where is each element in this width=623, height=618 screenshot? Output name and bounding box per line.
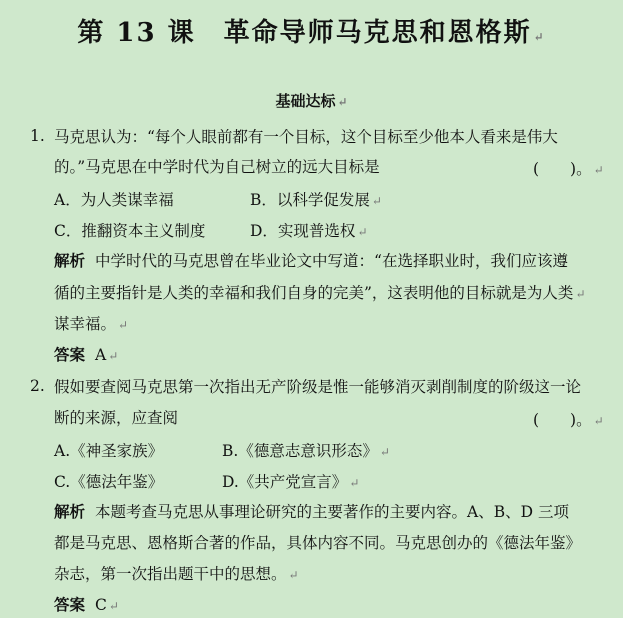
answer-parenthesis: ( )。 ↵ [533, 160, 604, 178]
option-d: D．实现普选权 ↵ [250, 222, 368, 240]
analysis-line: 循的主要指针是人类的幸福和我们自身的完美”，这表明他的目标就是为人类 ↵ [54, 284, 586, 302]
option-c: C.《德法年鉴》 [54, 473, 164, 491]
answer-label: 答案 [54, 345, 86, 364]
question-stem-line: 断的来源，应查阅 [54, 409, 179, 427]
analysis-label: 解析 [54, 502, 86, 521]
option-a: A．为人类谋幸福 [54, 191, 174, 209]
option-b: B．以科学促发展 ↵ [250, 191, 382, 209]
option-a: A.《神圣家族》 [54, 442, 164, 460]
question-stem-line: 假如要查阅马克思第一次指出无产阶级是惟一能够消灭剥削制度的阶级这一论 [54, 378, 582, 396]
answer-parenthesis: ( )。 ↵ [533, 411, 604, 429]
analysis-label: 解析 [54, 251, 86, 270]
analysis-line: 解析 中学时代的马克思曾在毕业论文中写道：“在选择职业时，我们应该遵 [54, 251, 568, 270]
question-stem-line: 的。”马克思在中学时代为自己树立的远大目标是 [54, 158, 380, 176]
question-number: 2. [30, 377, 45, 395]
analysis-line: 都是马克思、恩格斯合著的作品，具体内容不同。马克思创办的《德法年鉴》 [54, 534, 582, 552]
question-stem-line: 马克思认为：“每个人眼前都有一个目标，这个目标至少他本人看来是伟大 [54, 128, 558, 146]
analysis-line: 杂志，第一次指出题干中的思想。 ↵ [54, 565, 299, 583]
answer-line: 答案 C ↵ [54, 595, 119, 614]
option-b: B.《德意志意识形态》 ↵ [222, 442, 390, 460]
option-d: D.《共产党宣言》 ↵ [222, 473, 360, 491]
lesson-title: 第 13 课 革命导师马克思和恩格斯 ↵ [77, 18, 546, 48]
section-heading: 基础达标 ↵ [275, 92, 348, 110]
answer-label: 答案 [54, 595, 86, 614]
question-number: 1. [30, 127, 45, 145]
analysis-line: 谋幸福。 ↵ [54, 315, 129, 333]
answer-line: 答案 A ↵ [54, 345, 119, 364]
analysis-line: 解析 本题考查马克思从事理论研究的主要著作的主要内容。A、B、D 三项 [54, 502, 569, 521]
option-c: C．推翻资本主义制度 [54, 222, 206, 240]
